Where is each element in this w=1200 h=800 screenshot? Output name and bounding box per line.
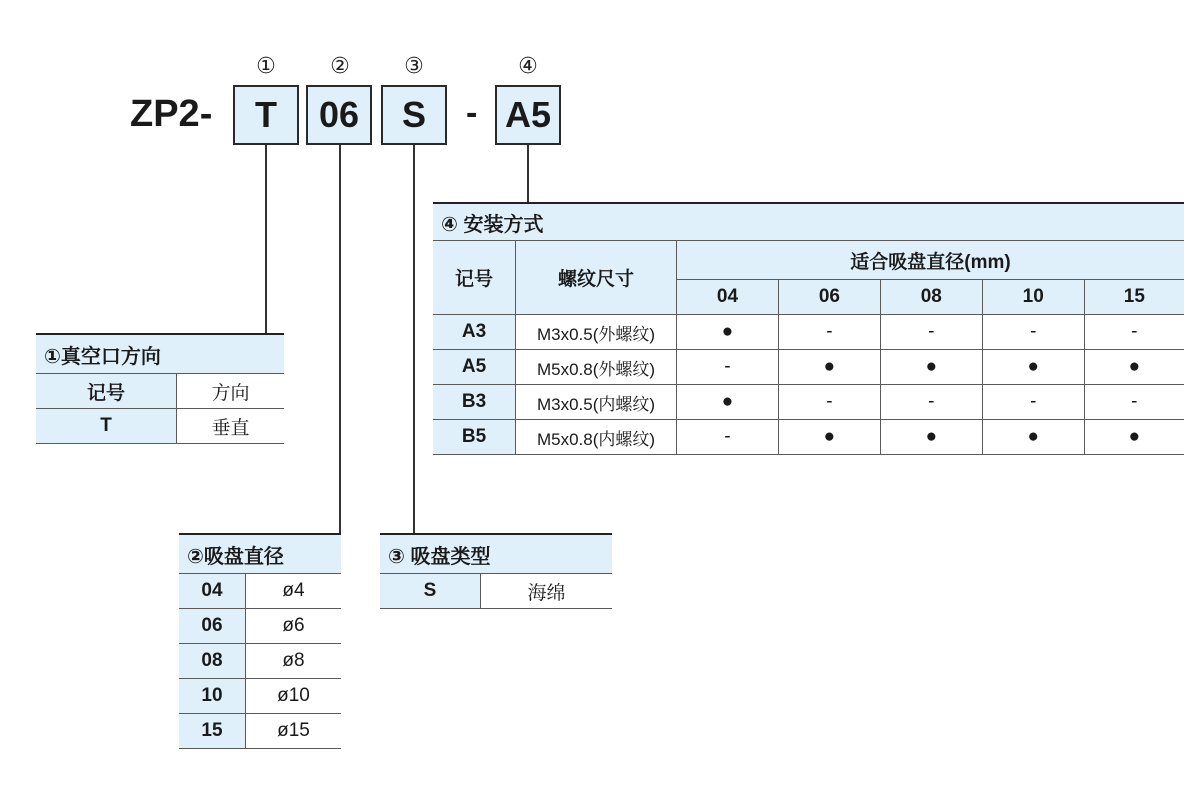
marker-1: ①: [256, 54, 276, 79]
marker-3: ③: [404, 54, 424, 79]
cell-code: A5: [433, 350, 516, 385]
cell-fit: ●: [982, 420, 1084, 455]
table-pad-type: [380, 533, 612, 609]
table-row: [433, 350, 1184, 385]
header-diameter: 04: [677, 280, 779, 315]
table-row: [179, 679, 341, 714]
cell-fit: ●: [982, 350, 1084, 385]
table-row: [179, 609, 341, 644]
cell-fit: ●: [1084, 420, 1184, 455]
table-pad-diameter: [179, 533, 341, 749]
cell-code: B5: [433, 420, 516, 455]
cell-code: T: [36, 409, 177, 444]
cell-type: 海绵: [481, 574, 613, 609]
cell-diameter: ø6: [246, 609, 342, 644]
table-row: [179, 714, 341, 749]
cell-diameter: ø15: [246, 714, 342, 749]
cell-fit: ●: [677, 315, 779, 350]
header-diameter: 06: [778, 280, 880, 315]
cell-fit: -: [1084, 385, 1184, 420]
cell-fit: ●: [778, 350, 880, 385]
table-port-direction: [36, 333, 284, 444]
cell-thread: M3x0.5(内螺纹): [516, 385, 677, 420]
header-fit-diameter: 适合吸盘直径(mm): [677, 241, 1185, 280]
cell-fit: ●: [880, 420, 982, 455]
header-diameter: 10: [982, 280, 1084, 315]
cell-fit: -: [1084, 315, 1184, 350]
header-diameter: 08: [880, 280, 982, 315]
cell-diameter: ø10: [246, 679, 342, 714]
cell-code: 08: [179, 644, 246, 679]
table-mounting: [433, 202, 1184, 455]
code-box-direction: T: [233, 85, 299, 145]
connector-line-2: [339, 145, 341, 533]
connector-line-1: [265, 145, 267, 333]
code-box-diameter: 06: [306, 85, 372, 145]
cell-code: 06: [179, 609, 246, 644]
table-row: [433, 315, 1184, 350]
cell-fit: -: [982, 385, 1084, 420]
marker-4: ④: [518, 54, 538, 79]
table-row: [380, 574, 612, 609]
cell-fit: -: [880, 385, 982, 420]
table-title: ③ 吸盘类型: [380, 534, 612, 574]
table-row: [36, 409, 284, 444]
connector-line-4: [527, 145, 529, 202]
cell-code: A3: [433, 315, 516, 350]
model-prefix: ZP2-: [130, 93, 213, 135]
table-title: ②吸盘直径: [179, 534, 341, 574]
header-direction: 方向: [177, 374, 285, 409]
table-title: ④ 安装方式: [433, 203, 1184, 241]
cell-code: 10: [179, 679, 246, 714]
cell-fit: -: [778, 315, 880, 350]
connector-line-3: [413, 145, 415, 533]
cell-fit: ●: [880, 350, 982, 385]
cell-fit: -: [880, 315, 982, 350]
table-row: [179, 574, 341, 609]
cell-diameter: ø8: [246, 644, 342, 679]
header-code: 记号: [433, 241, 516, 315]
cell-code: S: [380, 574, 481, 609]
cell-diameter: ø4: [246, 574, 342, 609]
cell-fit: -: [677, 420, 779, 455]
code-box-mounting: A5: [495, 85, 561, 145]
cell-thread: M5x0.8(内螺纹): [516, 420, 677, 455]
table-title: ①真空口方向: [36, 334, 284, 374]
header-thread: 螺纹尺寸: [516, 241, 677, 315]
cell-fit: ●: [677, 385, 779, 420]
cell-fit: ●: [778, 420, 880, 455]
cell-code: B3: [433, 385, 516, 420]
cell-thread: M5x0.8(外螺纹): [516, 350, 677, 385]
code-box-type: S: [381, 85, 447, 145]
cell-fit: -: [677, 350, 779, 385]
marker-2: ②: [330, 54, 350, 79]
cell-fit: -: [982, 315, 1084, 350]
header-code: 记号: [36, 374, 177, 409]
table-row: [433, 420, 1184, 455]
table-row: [433, 385, 1184, 420]
cell-code: 15: [179, 714, 246, 749]
cell-code: 04: [179, 574, 246, 609]
model-dash: -: [466, 94, 478, 132]
cell-fit: -: [778, 385, 880, 420]
cell-thread: M3x0.5(外螺纹): [516, 315, 677, 350]
header-diameter: 15: [1084, 280, 1184, 315]
cell-fit: ●: [1084, 350, 1184, 385]
cell-direction: 垂直: [177, 409, 285, 444]
table-row: [179, 644, 341, 679]
